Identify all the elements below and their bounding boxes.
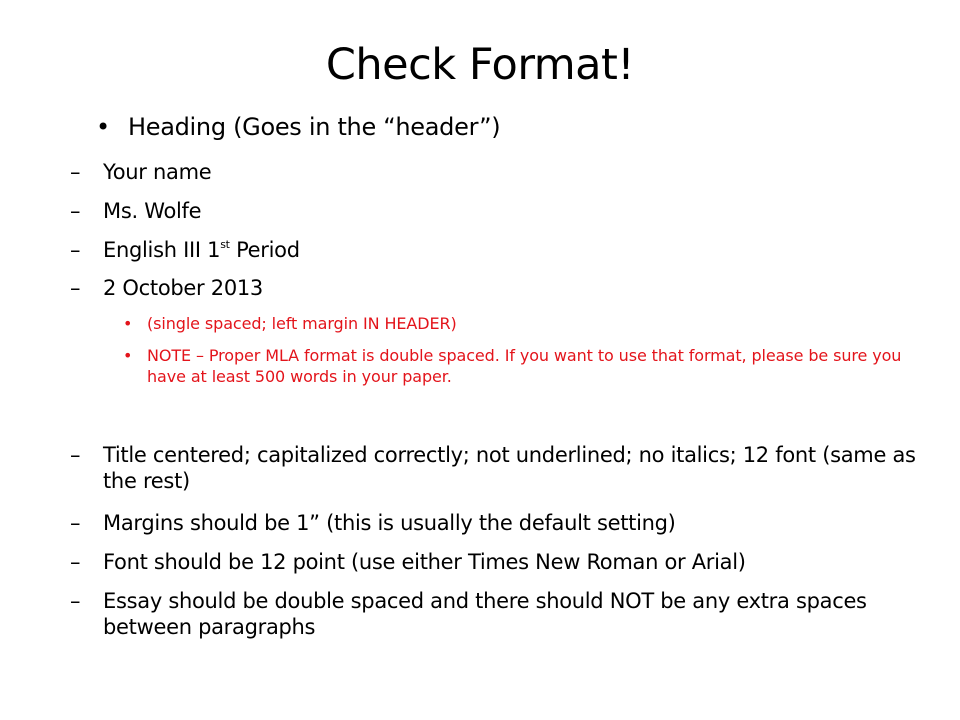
slide-title: Check Format!: [325, 40, 635, 90]
list-item-teacher: – Ms. Wolfe: [70, 199, 202, 223]
rule-item: – Title centered; capitalized correctly; not underlined; no italics; 12 font (same as the rest): [70, 443, 916, 493]
bullet-dot-icon: •: [123, 346, 133, 365]
note-item: • NOTE – Proper MLA format is double spaced. If you want to use that format, please be sure you have at least 500 words in your paper.: [123, 346, 902, 386]
rule-item: – Font should be 12 point (use either Times New Roman or Arial): [70, 550, 746, 574]
bullet-dot-icon: •: [123, 314, 133, 333]
heading-bullet-text: Heading (Goes in the “header”): [128, 113, 501, 141]
heading-bullet: [96, 113, 501, 141]
dash-icon: –: [70, 443, 81, 467]
list-item-name: – Your name: [70, 160, 212, 184]
dash-icon: –: [70, 276, 81, 300]
rule-item: – Margins should be 1” (this is usually the default setting): [70, 511, 676, 535]
note-item: • (single spaced; left margin IN HEADER): [123, 314, 457, 333]
dash-icon: –: [70, 589, 81, 613]
list-item-class: – English III 1st Period: [70, 238, 300, 262]
dash-icon: –: [70, 511, 81, 535]
list-item-date: – 2 October 2013: [70, 276, 263, 300]
dash-icon: –: [70, 160, 81, 184]
rule-item: – Essay should be double spaced and there should NOT be any extra spaces between paragraphs: [70, 589, 867, 639]
bullet-dot-icon: •: [96, 113, 110, 141]
dash-icon: –: [70, 550, 81, 574]
dash-icon: –: [70, 238, 81, 262]
dash-icon: –: [70, 199, 81, 223]
